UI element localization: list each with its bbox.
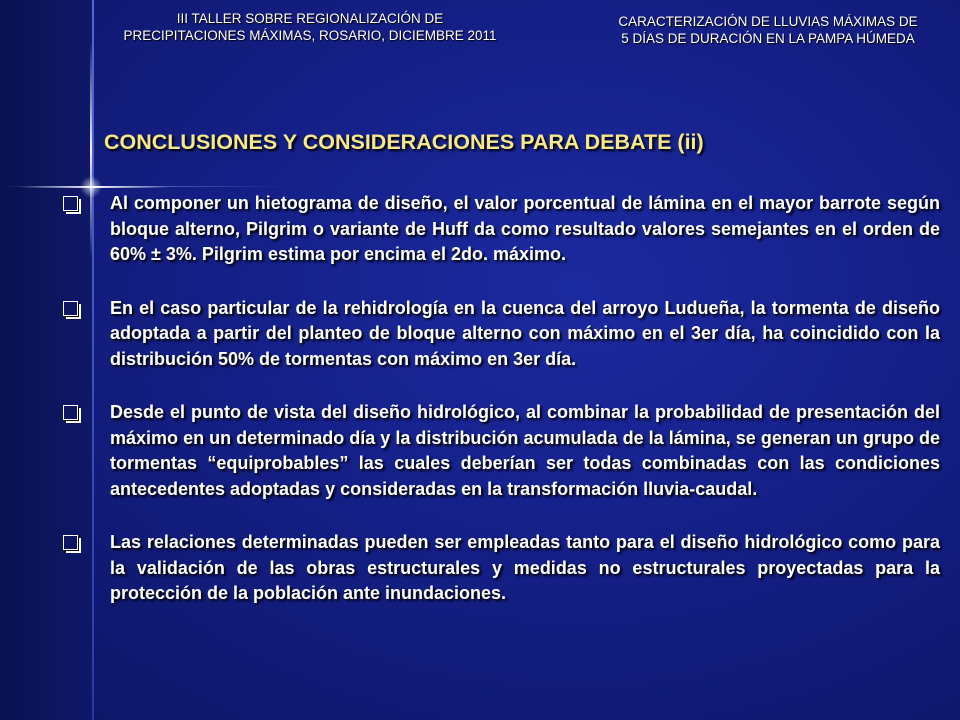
header-event-title (100, 10, 520, 44)
bullet-item (60, 296, 940, 373)
checkbox-square-icon (63, 535, 78, 550)
bullet-item (60, 191, 940, 268)
checkbox-square-icon (63, 301, 78, 316)
bullet-item (60, 530, 940, 607)
bullet-text: En el caso particular de la rehidrología en la cuenca del arroyo Ludueña, la tormenta de diseño adoptada a partir del planteo de bloque alterno con máximo en el 3er día, ha coincidido con la distribución 50% de tormentas con máximo en 3er día. (110, 297, 940, 369)
bullet-text: Desde el punto de vista del diseño hidrológico, al combinar la probabilidad de presentación del máximo en un determinado día y la distribución acumulada de la lámina, se generan un grupo de tormentas “equiprobables” las cuales deberían ser todas combinadas con las condiciones antecedentes adoptadas y consideradas en la transformación lluvia-caudal. (110, 402, 940, 499)
header-event-line-2: PRECIPITACIONES MÁXIMAS, ROSARIO, DICIEMBRE 2011 (123, 28, 497, 43)
header-topic-title (590, 13, 946, 47)
bullet-text: Las relaciones determinadas pueden ser empleadas tanto para el diseño hidrológico como para la validación de las obras estructurales y medidas no estructurales proyectadas para la protección de la población ante inundaciones. (110, 532, 940, 603)
bullet-list (60, 191, 940, 635)
bullet-item (60, 400, 940, 502)
header-topic-line-2: 5 DÍAS DE DURACIÓN EN LA PAMPA HÚMEDA (621, 31, 915, 46)
header-event-line-1: III TALLER SOBRE REGIONALIZACIÓN DE (176, 11, 444, 26)
checkbox-square-icon (63, 196, 78, 211)
checkbox-square-icon (63, 405, 78, 420)
header-topic-line-1: CARACTERIZACIÓN DE LLUVIAS MÁXIMAS DE (618, 14, 918, 29)
slide-title: CONCLUSIONES Y CONSIDERACIONES PARA DEBATE (ii) (104, 130, 704, 154)
bullet-text: Al componer un hietograma de diseño, el valor porcentual de lámina en el mayor barrote según bloque alterno, Pilgrim o variante de Huff da como resultado valores semejantes en el orden de 60% ± 3%. Pilgrim estima por encima el 2do. máximo. (110, 193, 940, 264)
